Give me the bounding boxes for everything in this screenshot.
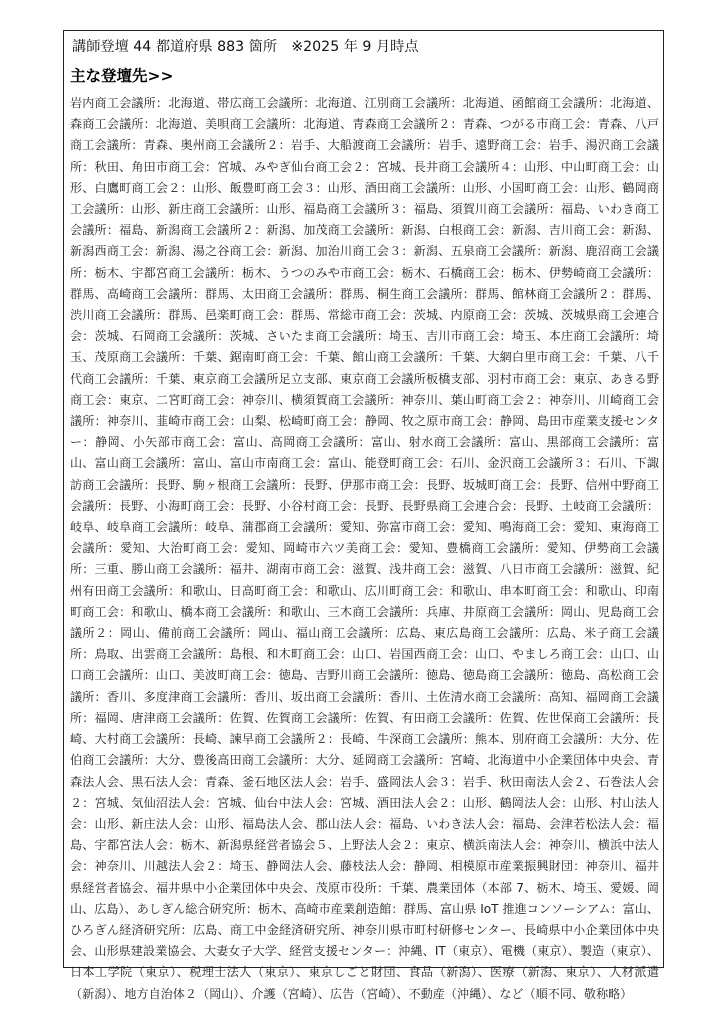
content-frame [63, 30, 664, 1001]
venue-list-text: 岩内商工会議所：北海道、帯広商工会議所：北海道、江別商工会議所：北海道、函館商工会議所：北海道、森商工会議所：北海道、美唄商工会議所：北海道、青森商工会議所２：青森、つがる市商工会：青森、八戸商工会議所：青森、奥州商工会議所２：岩手、大船渡商工会議所：岩手、遠野商工会：岩手、湯沢商工会議所：秋田、角田市商工会：宮城、みやぎ仙台商工会２：宮城、長井商工会議所４：山形、中山町商工会：山形、白鷹町商工会２：山形、飯豊町商工会３：山形、酒田商工会議所：山形、小国町商工会：山形、鶴岡商工会議所：山形、新庄商工会議所：山形、福島商工会議所３：福島、須賀川商工会議所：福島、いわき商工会議所：福島、新潟商工会議所２：新潟、加茂商工会議所：新潟、白根商工会：新潟、吉川商工会：新潟、新潟西商工会：新潟、湯之谷商工会：新潟、加治川商工会３：新潟、五泉商工会議所：新潟、鹿沼商工会議所：栃木、宇都宮商工会議所：栃木、うつのみや市商工会：栃木、石橋商工会：栃木、伊勢崎商工会議所：群馬、高崎商工会議所：群馬、太田商工会議所：群馬、桐生商工会議所：群馬、館林商工会議所２：群馬、渋川商工会議所：群馬、邑楽町商工会：群馬、常総市商工会：茨城、内原商工会：茨城、茨城県商工会連合会：茨城、石岡商工会議所：茨城、さいたま商工会議所：埼玉、吉川市商工会：埼玉、本庄商工会議所：埼玉、茂原商工会議所：千葉、鋸南町商工会：千葉、館山商工会議所：千葉、大網白里市商工会：千葉、八千代商工会議所：千葉、東京商工会議所足立支部、東京商工会議所板橋支部、羽村市商工会：東京、あきる野商工会：東京、二宮町商工会：神奈川、横須賀商工会議所：神奈川、葉山町商工会２：神奈川、川崎商工会議所：神奈川、韮崎市商工会：山梨、松崎町商工会：静岡、牧之原市商工会：静岡、島田市産業支援センター：静岡、小矢部市商工会：富山、高岡商工会議所：富山、射水商工会議所：富山、黒部商工会議所：富山、富山商工会議所：富山、富山市南商工会：富山、能登町商工会：石川、金沢商工会議所３：石川、下諏訪商工会議所：長野、駒ヶ根商工会議所：長野、伊那市商工会：長野、坂城町商工会：長野、信州中野商工会議所：長野、小海町商工会：長野、小谷村商工会：長野、長野県商工会連合会：長野、土岐商工会議所：岐阜、岐阜商工会議所：岐阜、蒲郡商工会議所：愛知、弥富市商工会：愛知、鳴海商工会：愛知、東海商工会議所：愛知、大治町商工会：愛知、岡崎市六ツ美商工会：愛知、豊橋商工会議所：愛知、伊勢商工会議所：三重、勝山商工会議所：福井、湖南市商工会：滋賀、浅井商工会：滋賀、八日市商工会議所：滋賀、紀州有田商工会議所：和歌山、日高町商工会：和歌山、広川町商工会：和歌山、串本町商工会：和歌山、印南町商工会：和歌山、橋本商工会議所：和歌山、三木商工会議所：兵庫、井原商工会議所：岡山、児島商工会議所２：岡山、備前商工会議所：岡山、福山商工会議所：広島、東広島商工会議所：広島、米子商工会議所：鳥取、出雲商工会議所：島根、和木町商工会：山口、岩国西商工会：山口、やましろ商工会：山口、山口商工会議所：山口、美波町商工会：徳島、吉野川商工会議所：徳島、徳島商工会議所：徳島、高松商工会議所：香川、多度津商工会議所：香川、坂出商工会議所：香川、土佐清水商工会議所：高知、福岡商工会議所：福岡、唐津商工会議所：佐賀、佐賀商工会議所：佐賀、有田商工会議所：佐賀、佐世保商工会議所：長崎、大村商工会議所：長崎、諫早商工会議所２：長崎、牛深商工会議所：熊本、別府商工会議所：大分、佐伯商工会議所：大分、豊後高田商工会議所：大分、延岡商工会議所：宮崎、北海道中小企業団体中央会、青森法人会、黒石法人会：青森、釜石地区法人会：岩手、盛岡法人会３：岩手、秋田南法人会２、石巻法人会２：宮城、気仙沼法人会：宮城、仙台中法人会：宮城、酒田法人会２：山形、鶴岡法人会：山形、村山法人会：山形、新庄法人会：山形、福島法人会、郡山法人会：福島、いわき法人会：福島、会津若松法人会：福島、宇都宮法人会：栃木、新潟県経営者協会５、上野法人会２：東京、横浜南法人会：神奈川、横浜中法人会：神奈川、川越法人会２：埼玉、静岡法人会、藤枝法人会：静岡、相模原市産業振興財団：神奈川、福井県経営者協会、福井県中小企業団体中央会、茂原市役所：千葉、農業団体（本部 7、栃木、埼玉、愛媛、岡山、広島）、あしぎん総合研究所：栃木、高崎市産業創造館：群馬、富山県 IoT 推進コンソーシアム：富山、ひろぎん経済研究所：広島、商工中金経済研究所、神奈川県市町村研修センター、長崎県中小企業団体中央会、山形県建設業協会、大妻女子大学、経営支援センター：沖縄、IT（東京）、電機（東京）、製造（東京）、日本工学院（東京）、税理士法人（東京）、東京しごと財団、食品（新潟）、医療（新潟、東京）、人材派遣（新潟）、地方自治体２（岡山）、介護（宮崎）、広告（宮崎）、不動産（沖縄）、など（順不同、敬称略） [70, 96, 659, 1001]
section-title: 主な登壇先>> [70, 67, 174, 85]
summary-heading: 講師登壇 44 都道府県 883 箇所 ※2025 年 9 月時点 [72, 39, 419, 55]
